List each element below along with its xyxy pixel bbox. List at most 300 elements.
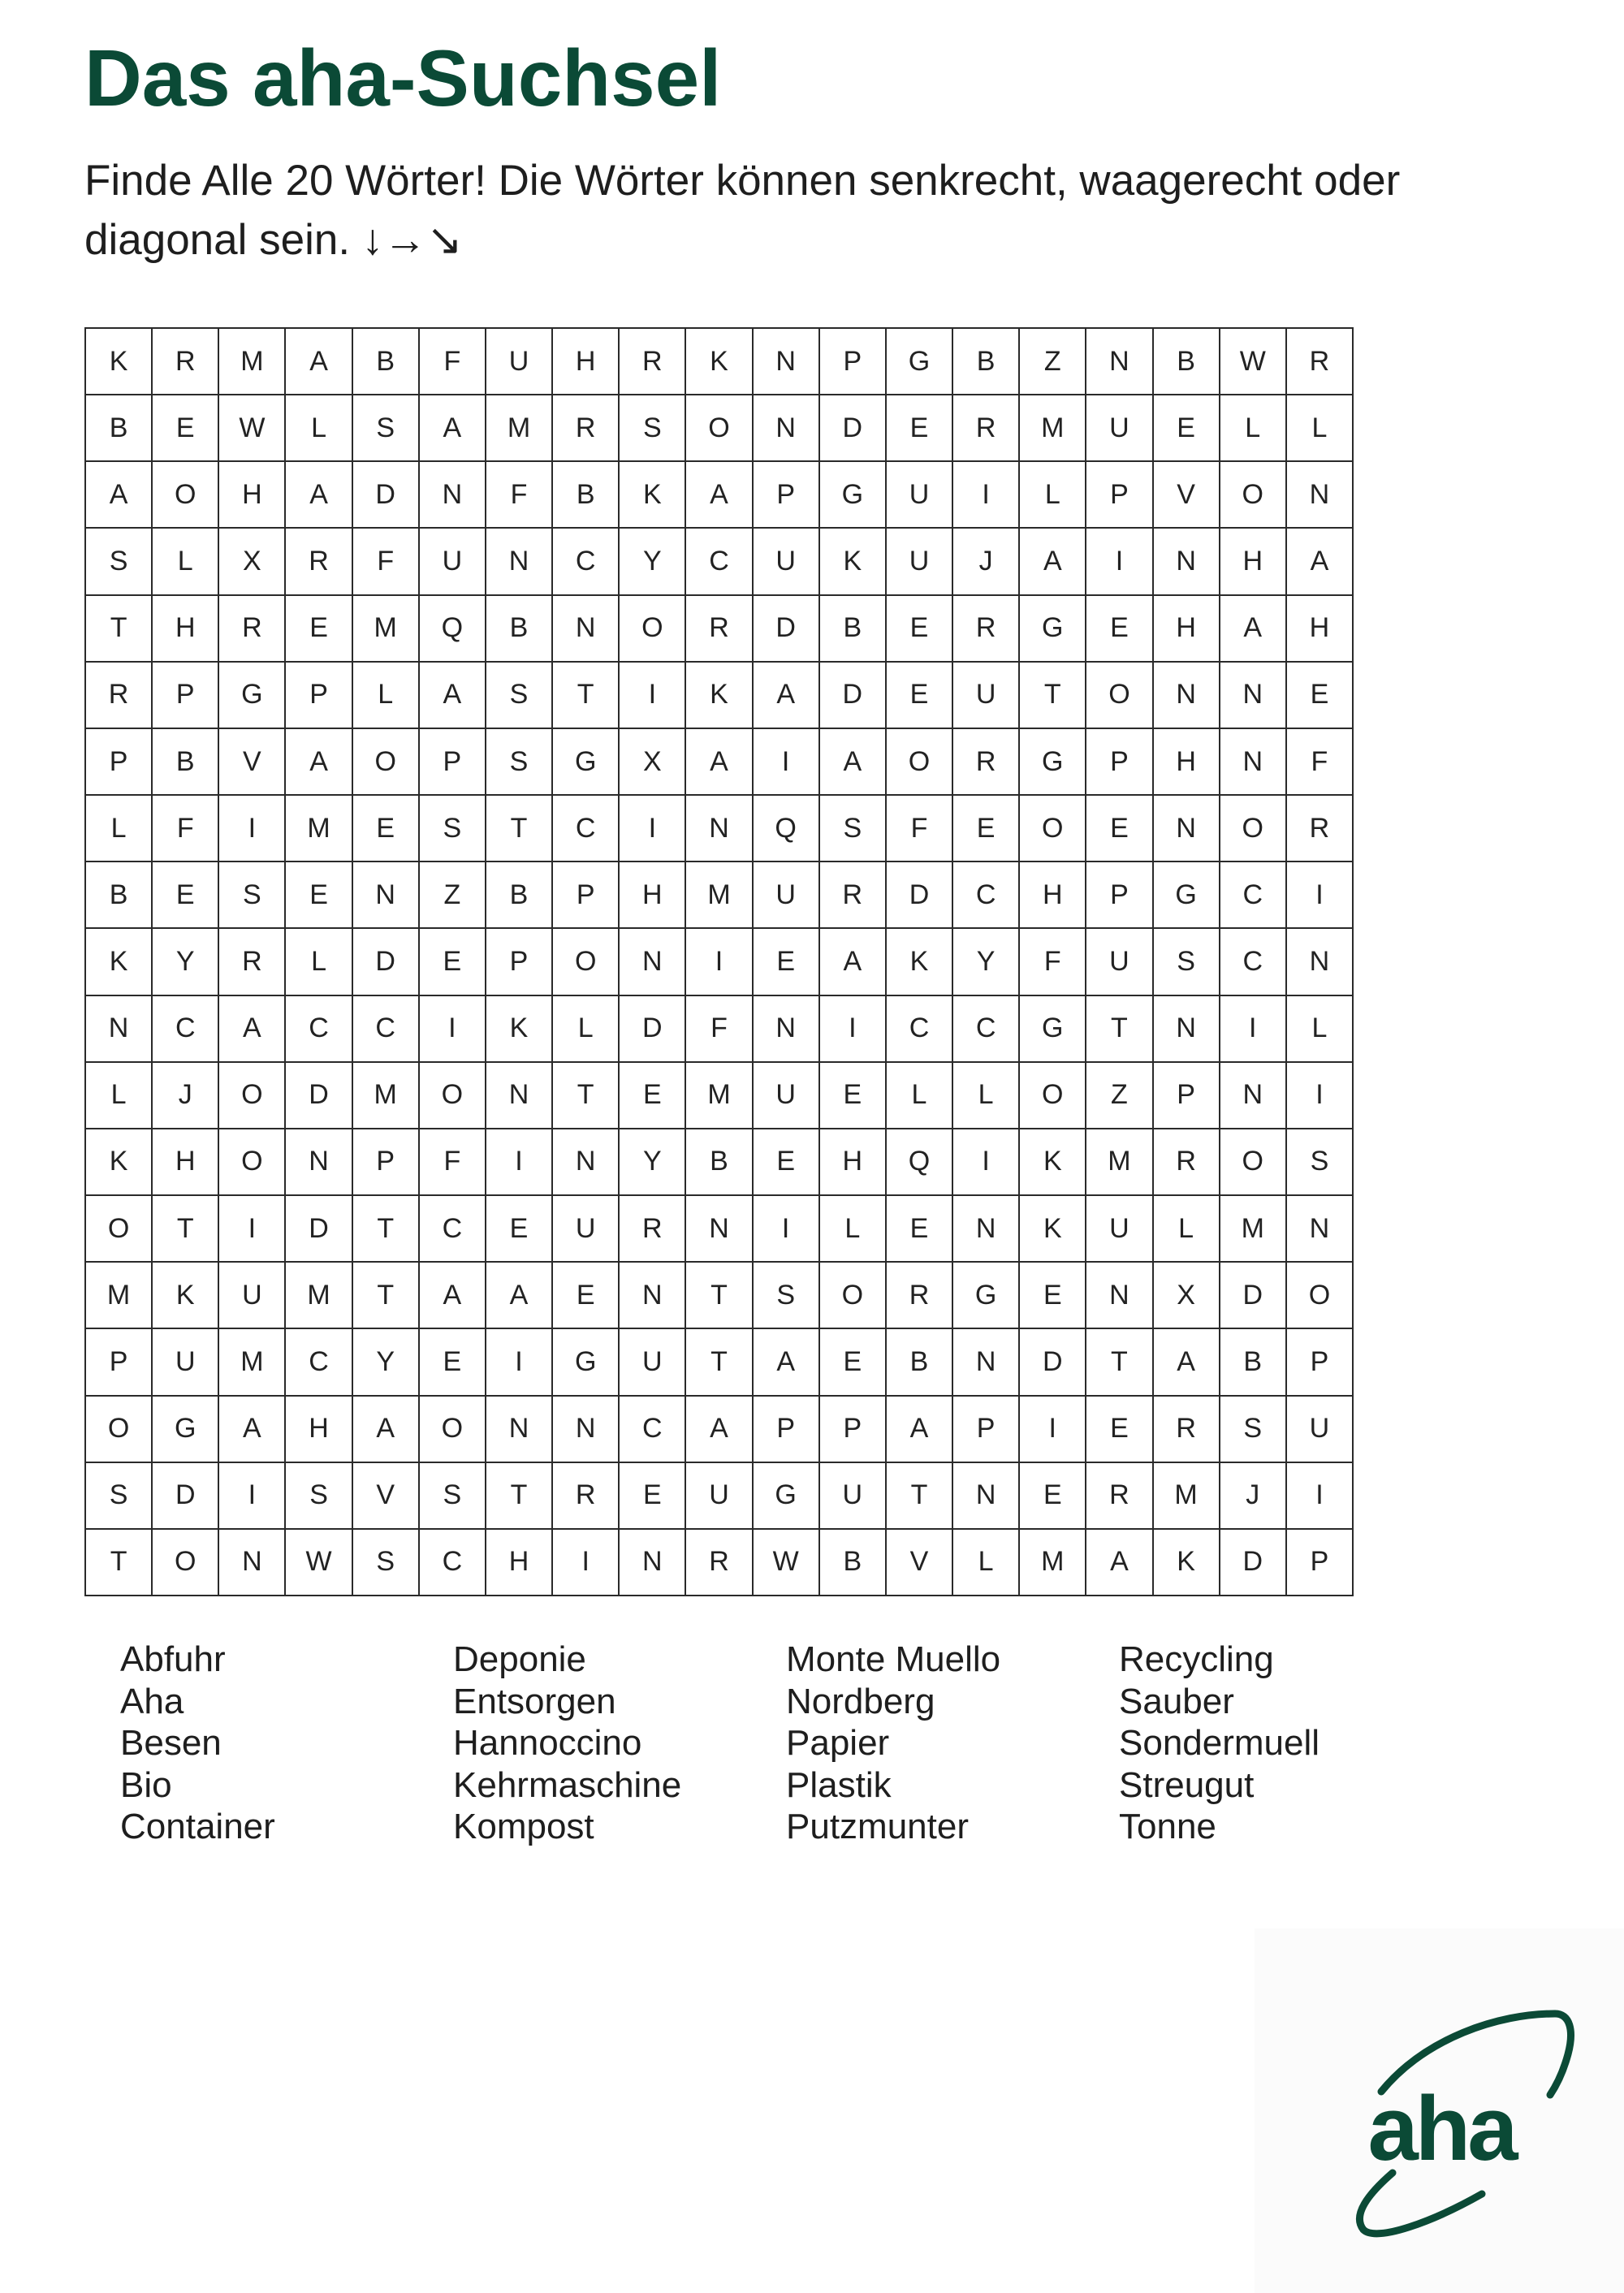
grid-cell: B bbox=[486, 862, 553, 929]
grid-cell: D bbox=[1220, 1530, 1287, 1596]
grid-cell: M bbox=[486, 395, 553, 462]
grid-cell: E bbox=[754, 929, 820, 995]
grid-cell: E bbox=[420, 929, 486, 995]
word-list-item: Papier bbox=[786, 1723, 890, 1763]
grid-cell: S bbox=[1154, 929, 1220, 995]
grid-cell: R bbox=[887, 1263, 953, 1329]
grid-cell: M bbox=[86, 1263, 153, 1329]
grid-cell: L bbox=[887, 1063, 953, 1129]
grid-cell: C bbox=[887, 996, 953, 1063]
grid-cell: E bbox=[1086, 596, 1153, 663]
word-list-item: Hannoccino bbox=[453, 1723, 642, 1763]
grid-cell: H bbox=[1020, 862, 1086, 929]
grid-cell: A bbox=[420, 663, 486, 729]
grid-cell: M bbox=[1086, 1129, 1153, 1196]
grid-cell: K bbox=[620, 462, 686, 529]
grid-cell: C bbox=[353, 996, 420, 1063]
grid-cell: P bbox=[286, 663, 352, 729]
grid-cell: A bbox=[887, 1397, 953, 1463]
grid-cell: N bbox=[219, 1530, 286, 1596]
grid-cell: T bbox=[686, 1329, 753, 1396]
grid-cell: N bbox=[286, 1129, 352, 1196]
grid-cell: M bbox=[686, 862, 753, 929]
grid-cell: I bbox=[754, 1196, 820, 1263]
grid-cell: I bbox=[754, 729, 820, 796]
grid-cell: R bbox=[1154, 1397, 1220, 1463]
grid-cell: D bbox=[286, 1063, 352, 1129]
grid-cell: A bbox=[486, 1263, 553, 1329]
grid-cell: C bbox=[953, 862, 1020, 929]
grid-cell: O bbox=[620, 596, 686, 663]
grid-cell: C bbox=[153, 996, 219, 1063]
grid-cell: O bbox=[887, 729, 953, 796]
grid-cell: N bbox=[754, 329, 820, 395]
grid-cell: F bbox=[486, 462, 553, 529]
grid-cell: U bbox=[953, 663, 1020, 729]
grid-cell: I bbox=[1287, 862, 1354, 929]
grid-cell: N bbox=[754, 996, 820, 1063]
word-list-column bbox=[786, 1639, 1119, 1848]
grid-cell: N bbox=[1154, 796, 1220, 862]
grid-cell: E bbox=[820, 1063, 887, 1129]
grid-cell: M bbox=[219, 1329, 286, 1396]
grid-cell: N bbox=[1220, 1063, 1287, 1129]
grid-cell: W bbox=[219, 395, 286, 462]
grid-cell: H bbox=[1220, 529, 1287, 595]
grid-cell: M bbox=[353, 596, 420, 663]
grid-cell: T bbox=[86, 596, 153, 663]
grid-cell: L bbox=[1154, 1196, 1220, 1263]
grid-cell: M bbox=[286, 796, 352, 862]
grid-cell: N bbox=[686, 796, 753, 862]
grid-cell: A bbox=[420, 395, 486, 462]
grid-cell: S bbox=[86, 1463, 153, 1530]
grid-cell: I bbox=[420, 996, 486, 1063]
grid-cell: Y bbox=[620, 529, 686, 595]
grid-cell: N bbox=[1220, 729, 1287, 796]
grid-cell: W bbox=[1220, 329, 1287, 395]
grid-cell: L bbox=[286, 929, 352, 995]
grid-cell: D bbox=[620, 996, 686, 1063]
grid-cell: G bbox=[820, 462, 887, 529]
grid-cell: E bbox=[1020, 1263, 1086, 1329]
grid-cell: A bbox=[1020, 529, 1086, 595]
grid-cell: Y bbox=[620, 1129, 686, 1196]
grid-cell: T bbox=[353, 1263, 420, 1329]
grid-cell: T bbox=[887, 1463, 953, 1530]
grid-cell: N bbox=[1086, 1263, 1153, 1329]
grid-cell: K bbox=[686, 663, 753, 729]
grid-cell: K bbox=[887, 929, 953, 995]
grid-cell: O bbox=[1220, 796, 1287, 862]
grid-cell: U bbox=[887, 462, 953, 529]
grid-cell: G bbox=[153, 1397, 219, 1463]
grid-cell: U bbox=[887, 529, 953, 595]
grid-cell: U bbox=[1287, 1397, 1354, 1463]
grid-cell: A bbox=[754, 663, 820, 729]
grid-cell: U bbox=[620, 1329, 686, 1396]
grid-cell: I bbox=[820, 996, 887, 1063]
grid-cell: E bbox=[353, 796, 420, 862]
grid-cell: C bbox=[420, 1530, 486, 1596]
grid-cell: R bbox=[953, 729, 1020, 796]
grid-cell: E bbox=[887, 596, 953, 663]
grid-cell: X bbox=[1154, 1263, 1220, 1329]
grid-cell: C bbox=[553, 796, 620, 862]
grid-cell: O bbox=[86, 1196, 153, 1263]
grid-cell: I bbox=[1287, 1063, 1354, 1129]
word-list-item: Deponie bbox=[453, 1639, 586, 1679]
grid-cell: E bbox=[953, 796, 1020, 862]
grid-cell: T bbox=[353, 1196, 420, 1263]
grid-cell: N bbox=[953, 1196, 1020, 1263]
grid-cell: P bbox=[486, 929, 553, 995]
grid-cell: E bbox=[286, 596, 352, 663]
grid-cell: H bbox=[1154, 596, 1220, 663]
word-list-item: Tonne bbox=[1119, 1807, 1216, 1846]
grid-cell: M bbox=[353, 1063, 420, 1129]
grid-cell: D bbox=[820, 663, 887, 729]
grid-cell: I bbox=[486, 1129, 553, 1196]
grid-cell: N bbox=[486, 1063, 553, 1129]
grid-cell: O bbox=[86, 1397, 153, 1463]
grid-cell: R bbox=[219, 596, 286, 663]
grid-cell: E bbox=[1086, 1397, 1153, 1463]
grid-cell: N bbox=[953, 1463, 1020, 1530]
grid-cell: A bbox=[219, 996, 286, 1063]
grid-cell: K bbox=[86, 329, 153, 395]
grid-cell: U bbox=[1086, 1196, 1153, 1263]
grid-cell: A bbox=[820, 929, 887, 995]
grid-cell: E bbox=[887, 1196, 953, 1263]
grid-cell: N bbox=[1154, 663, 1220, 729]
grid-cell: L bbox=[1287, 395, 1354, 462]
word-list-item: Putzmunter bbox=[786, 1807, 969, 1846]
grid-cell: N bbox=[1287, 929, 1354, 995]
grid-cell: P bbox=[86, 1329, 153, 1396]
grid-cell: M bbox=[1220, 1196, 1287, 1263]
grid-cell: N bbox=[1287, 462, 1354, 529]
grid-cell: H bbox=[153, 1129, 219, 1196]
grid-cell: P bbox=[420, 729, 486, 796]
grid-cell: N bbox=[620, 1530, 686, 1596]
grid-cell: I bbox=[553, 1530, 620, 1596]
grid-cell: E bbox=[1020, 1463, 1086, 1530]
grid-cell: K bbox=[1020, 1196, 1086, 1263]
grid-cell: L bbox=[1287, 996, 1354, 1063]
grid-cell: M bbox=[286, 1263, 352, 1329]
page-title: Das aha-Suchsel bbox=[84, 33, 722, 123]
grid-cell: U bbox=[686, 1463, 753, 1530]
grid-cell: X bbox=[219, 529, 286, 595]
grid-cell: H bbox=[486, 1530, 553, 1596]
grid-cell: I bbox=[953, 1129, 1020, 1196]
grid-cell: D bbox=[1020, 1329, 1086, 1396]
grid-cell: N bbox=[620, 1263, 686, 1329]
grid-cell: A bbox=[1287, 529, 1354, 595]
grid-cell: R bbox=[219, 929, 286, 995]
grid-cell: U bbox=[1086, 395, 1153, 462]
grid-cell: M bbox=[1020, 395, 1086, 462]
grid-cell: F bbox=[686, 996, 753, 1063]
grid-cell: L bbox=[1020, 462, 1086, 529]
grid-cell: D bbox=[754, 596, 820, 663]
grid-cell: T bbox=[553, 1063, 620, 1129]
aha-logo-icon bbox=[1311, 1981, 1579, 2249]
grid-cell: N bbox=[553, 1129, 620, 1196]
grid-cell: B bbox=[887, 1329, 953, 1396]
grid-cell: N bbox=[686, 1196, 753, 1263]
grid-cell: O bbox=[1287, 1263, 1354, 1329]
grid-cell: U bbox=[553, 1196, 620, 1263]
logo-wordmark: aha bbox=[1367, 2078, 1515, 2179]
grid-cell: B bbox=[820, 1530, 887, 1596]
grid-cell: S bbox=[1220, 1397, 1287, 1463]
grid-cell: O bbox=[820, 1263, 887, 1329]
grid-cell: E bbox=[620, 1463, 686, 1530]
grid-cell: K bbox=[153, 1263, 219, 1329]
grid-cell: L bbox=[553, 996, 620, 1063]
grid-cell: R bbox=[286, 529, 352, 595]
grid-cell: E bbox=[754, 1129, 820, 1196]
grid-cell: T bbox=[553, 663, 620, 729]
grid-cell: L bbox=[953, 1063, 1020, 1129]
grid-cell: R bbox=[153, 329, 219, 395]
grid-cell: B bbox=[86, 862, 153, 929]
grid-cell: P bbox=[86, 729, 153, 796]
grid-cell: N bbox=[86, 996, 153, 1063]
grid-cell: A bbox=[1086, 1530, 1153, 1596]
grid-cell: L bbox=[286, 395, 352, 462]
grid-cell: C bbox=[1220, 929, 1287, 995]
grid-cell: S bbox=[486, 729, 553, 796]
word-list-column bbox=[120, 1639, 453, 1848]
grid-cell: E bbox=[887, 395, 953, 462]
grid-cell: Y bbox=[353, 1329, 420, 1396]
grid-cell: J bbox=[1220, 1463, 1287, 1530]
grid-cell: E bbox=[620, 1063, 686, 1129]
grid-cell: T bbox=[1086, 1329, 1153, 1396]
grid-cell: N bbox=[953, 1329, 1020, 1396]
grid-cell: P bbox=[353, 1129, 420, 1196]
grid-cell: H bbox=[553, 329, 620, 395]
grid-cell: R bbox=[1287, 329, 1354, 395]
grid-cell: E bbox=[887, 663, 953, 729]
grid-cell: I bbox=[1086, 529, 1153, 595]
grid-cell: G bbox=[754, 1463, 820, 1530]
grid-cell: I bbox=[1220, 996, 1287, 1063]
grid-cell: R bbox=[953, 395, 1020, 462]
grid-cell: C bbox=[286, 996, 352, 1063]
grid-cell: I bbox=[486, 1329, 553, 1396]
grid-cell: A bbox=[219, 1397, 286, 1463]
grid-cell: D bbox=[1220, 1263, 1287, 1329]
grid-cell: K bbox=[486, 996, 553, 1063]
grid-cell: Q bbox=[754, 796, 820, 862]
grid-cell: E bbox=[153, 862, 219, 929]
grid-cell: F bbox=[1020, 929, 1086, 995]
grid-cell: C bbox=[553, 529, 620, 595]
grid-cell: P bbox=[153, 663, 219, 729]
grid-cell: E bbox=[420, 1329, 486, 1396]
grid-cell: M bbox=[219, 329, 286, 395]
grid-cell: S bbox=[1287, 1129, 1354, 1196]
grid-cell: V bbox=[1154, 462, 1220, 529]
grid-cell: N bbox=[553, 596, 620, 663]
grid-cell: B bbox=[86, 395, 153, 462]
grid-cell: N bbox=[486, 1397, 553, 1463]
grid-cell: R bbox=[620, 329, 686, 395]
grid-cell: O bbox=[353, 729, 420, 796]
grid-cell: A bbox=[1220, 596, 1287, 663]
grid-cell: B bbox=[1154, 329, 1220, 395]
grid-cell: S bbox=[353, 1530, 420, 1596]
grid-cell: P bbox=[820, 1397, 887, 1463]
grid-cell: B bbox=[486, 596, 553, 663]
grid-cell: N bbox=[1287, 1196, 1354, 1263]
grid-cell: O bbox=[420, 1063, 486, 1129]
grid-cell: G bbox=[1020, 596, 1086, 663]
grid-cell: S bbox=[420, 796, 486, 862]
grid-cell: L bbox=[86, 796, 153, 862]
grid-cell: K bbox=[820, 529, 887, 595]
grid-cell: P bbox=[754, 1397, 820, 1463]
grid-cell: O bbox=[219, 1063, 286, 1129]
grid-cell: N bbox=[620, 929, 686, 995]
grid-cell: I bbox=[219, 796, 286, 862]
grid-cell: O bbox=[420, 1397, 486, 1463]
grid-cell: Z bbox=[1020, 329, 1086, 395]
grid-cell: Y bbox=[953, 929, 1020, 995]
grid-cell: R bbox=[86, 663, 153, 729]
grid-cell: N bbox=[420, 462, 486, 529]
grid-cell: D bbox=[353, 462, 420, 529]
grid-cell: H bbox=[286, 1397, 352, 1463]
grid-cell: O bbox=[553, 929, 620, 995]
grid-cell: N bbox=[1220, 663, 1287, 729]
grid-cell: R bbox=[686, 596, 753, 663]
word-list-item: Streugut bbox=[1119, 1764, 1255, 1805]
grid-cell: S bbox=[86, 529, 153, 595]
grid-cell: R bbox=[620, 1196, 686, 1263]
grid-cell: I bbox=[620, 796, 686, 862]
grid-cell: U bbox=[754, 1063, 820, 1129]
grid-cell: A bbox=[1154, 1329, 1220, 1396]
word-list-column bbox=[1119, 1639, 1452, 1848]
grid-cell: P bbox=[1086, 729, 1153, 796]
word-list-item: Sauber bbox=[1119, 1681, 1234, 1721]
grid-cell: F bbox=[420, 1129, 486, 1196]
grid-cell: T bbox=[686, 1263, 753, 1329]
word-search-grid bbox=[84, 327, 1354, 1596]
grid-cell: G bbox=[1020, 996, 1086, 1063]
grid-cell: C bbox=[953, 996, 1020, 1063]
grid-cell: A bbox=[420, 1263, 486, 1329]
grid-cell: O bbox=[1020, 1063, 1086, 1129]
grid-cell: D bbox=[286, 1196, 352, 1263]
grid-cell: Z bbox=[1086, 1063, 1153, 1129]
grid-cell: R bbox=[1086, 1463, 1153, 1530]
grid-cell: S bbox=[219, 862, 286, 929]
grid-cell: B bbox=[1220, 1329, 1287, 1396]
grid-cell: U bbox=[1086, 929, 1153, 995]
grid-cell: U bbox=[754, 862, 820, 929]
grid-cell: A bbox=[353, 1397, 420, 1463]
grid-cell: L bbox=[153, 529, 219, 595]
grid-cell: F bbox=[353, 529, 420, 595]
grid-cell: H bbox=[1287, 596, 1354, 663]
grid-cell: O bbox=[1220, 462, 1287, 529]
grid-cell: L bbox=[1220, 395, 1287, 462]
grid-cell: F bbox=[887, 796, 953, 862]
word-list-item: Bio bbox=[120, 1764, 172, 1805]
word-list-item: Recycling bbox=[1119, 1639, 1274, 1679]
grid-cell: K bbox=[1154, 1530, 1220, 1596]
grid-cell: S bbox=[286, 1463, 352, 1530]
grid-cell: R bbox=[953, 596, 1020, 663]
grid-cell: G bbox=[219, 663, 286, 729]
grid-cell: P bbox=[953, 1397, 1020, 1463]
grid-cell: U bbox=[420, 529, 486, 595]
word-list-item: Aha bbox=[120, 1681, 184, 1721]
grid-cell: C bbox=[420, 1196, 486, 1263]
grid-cell: B bbox=[686, 1129, 753, 1196]
grid-cell: Q bbox=[420, 596, 486, 663]
grid-cell: R bbox=[553, 395, 620, 462]
grid-cell: F bbox=[420, 329, 486, 395]
grid-cell: I bbox=[1287, 1463, 1354, 1530]
grid-cell: V bbox=[887, 1530, 953, 1596]
grid-cell: V bbox=[219, 729, 286, 796]
grid-cell: A bbox=[686, 729, 753, 796]
grid-cell: P bbox=[553, 862, 620, 929]
grid-cell: U bbox=[219, 1263, 286, 1329]
grid-cell: C bbox=[620, 1397, 686, 1463]
grid-cell: R bbox=[553, 1463, 620, 1530]
grid-cell: E bbox=[286, 862, 352, 929]
grid-cell: O bbox=[153, 1530, 219, 1596]
grid-cell: E bbox=[1154, 395, 1220, 462]
grid-cell: H bbox=[153, 596, 219, 663]
grid-cell: N bbox=[553, 1397, 620, 1463]
grid-cell: I bbox=[219, 1463, 286, 1530]
word-list-item: Abfuhr bbox=[120, 1639, 226, 1679]
grid-cell: F bbox=[1287, 729, 1354, 796]
grid-cell: D bbox=[820, 395, 887, 462]
grid-cell: D bbox=[353, 929, 420, 995]
grid-cell: J bbox=[153, 1063, 219, 1129]
grid-cell: A bbox=[286, 329, 352, 395]
grid-cell: W bbox=[286, 1530, 352, 1596]
grid-cell: O bbox=[686, 395, 753, 462]
grid-cell: O bbox=[1086, 663, 1153, 729]
grid-cell: A bbox=[754, 1329, 820, 1396]
grid-cell: D bbox=[153, 1463, 219, 1530]
grid-cell: A bbox=[686, 1397, 753, 1463]
grid-cell: B bbox=[153, 729, 219, 796]
grid-cell: E bbox=[1086, 796, 1153, 862]
instructions-text: Finde Alle 20 Wörter! Die Wörter können senkrecht, waagerecht oder diagonal sein. ↓→↘ bbox=[84, 157, 1401, 264]
grid-cell: A bbox=[820, 729, 887, 796]
grid-cell: R bbox=[1154, 1129, 1220, 1196]
grid-cell: U bbox=[820, 1463, 887, 1530]
grid-cell: E bbox=[153, 395, 219, 462]
grid-cell: K bbox=[1020, 1129, 1086, 1196]
grid-cell: F bbox=[153, 796, 219, 862]
grid-cell: Q bbox=[887, 1129, 953, 1196]
grid-cell: N bbox=[353, 862, 420, 929]
grid-cell: P bbox=[1287, 1530, 1354, 1596]
